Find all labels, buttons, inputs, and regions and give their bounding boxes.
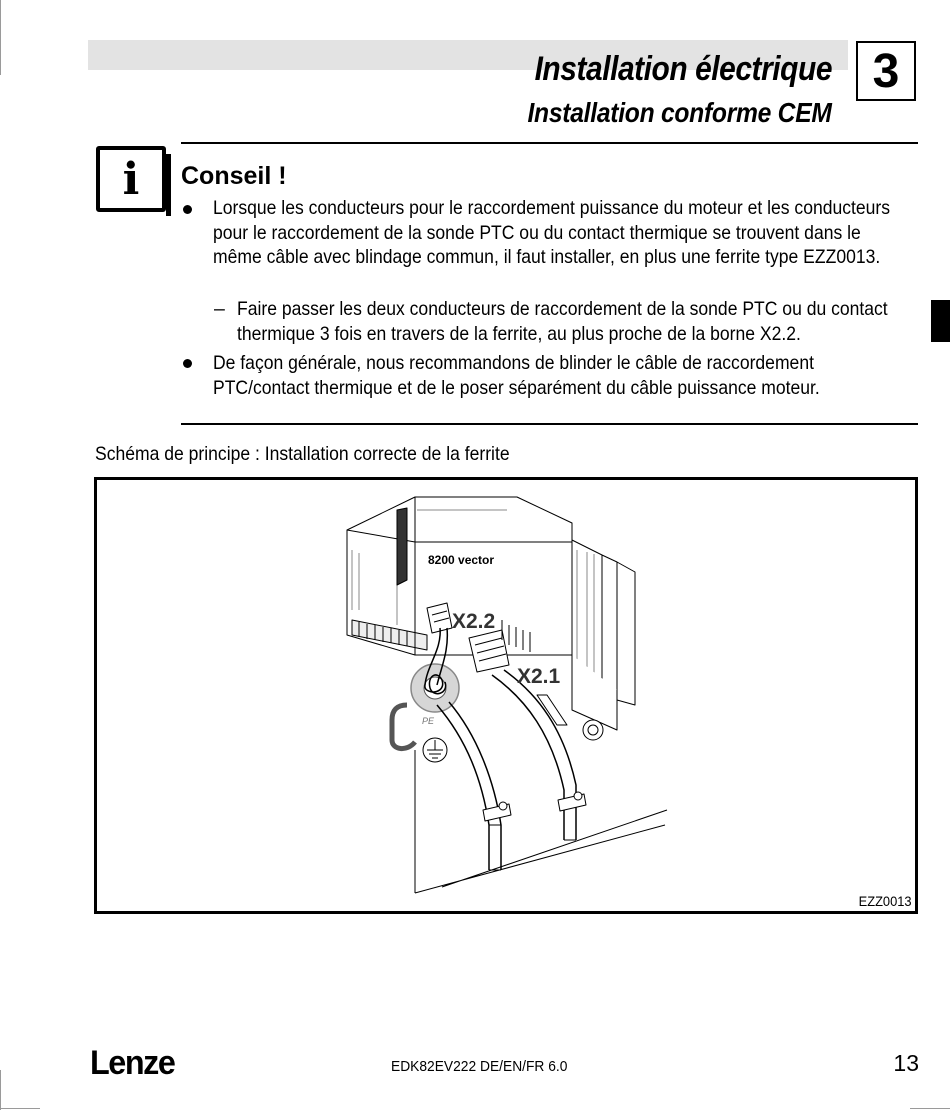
motor-cable: [437, 702, 501, 870]
terminal-label-x22: X2.2: [452, 610, 496, 633]
info-icon-glyph: i: [122, 154, 140, 205]
info-icon: [96, 146, 166, 212]
chapter-side-tab: [931, 300, 950, 342]
document-id: EDK82EV222 DE/EN/FR 6.0: [391, 1058, 568, 1075]
device-label: 8200 vector: [428, 553, 495, 567]
ferrite-installation-diagram: [97, 480, 915, 911]
pe-label: PE: [422, 716, 435, 726]
bullet-text: De façon générale, nous recommandons de blinder le câble de raccordement PTC/contact thermique et de le poser séparément du câble puissance moteur.: [213, 352, 820, 399]
figure-code: EZZ0013: [859, 893, 912, 909]
crop-mark: [0, 0, 1, 75]
chapter-number: 3: [856, 41, 916, 101]
tip-heading: Conseil !: [181, 162, 287, 190]
figure-caption: Schéma de principe : Installation correcte de la ferrite: [95, 443, 510, 465]
page-title: Installation électrique: [534, 50, 832, 88]
mounting-plate: [415, 750, 667, 893]
sub-bullet-marker: –: [214, 298, 225, 320]
terminal-label-x21: X2.1: [517, 665, 561, 688]
divider: [181, 142, 918, 144]
bullet-text: Lorsque les conducteurs pour le raccordement puissance du moteur et les conducteurs pour le raccordement de la sonde PTC ou du contact thermique se trouvent dans le même câble avec blindage commun, il faut installer, en plus une ferrite type EZZ0013.: [213, 197, 891, 268]
connector-x21: [469, 630, 509, 672]
sub-bullet-text: Faire passer les deux conducteurs de raccordement de la sonde PTC ou du contact thermique 3 fois en travers de la ferrite, au plus proche de la borne X2.2.: [237, 298, 888, 345]
mounting-hole: [583, 720, 603, 740]
bullet-marker: [183, 359, 192, 368]
page-number: 13: [893, 1050, 919, 1076]
bullet-marker: [183, 205, 192, 214]
lenze-logo: Lenze: [90, 1044, 175, 1082]
divider: [181, 423, 918, 425]
crop-mark: [910, 1108, 950, 1109]
info-icon-shadow: [166, 154, 171, 216]
page-subtitle: Installation conforme CEM: [527, 97, 832, 128]
pe-shield-clamp: [392, 705, 415, 749]
crop-mark: [0, 1070, 1, 1110]
figure-frame: [94, 477, 918, 914]
crop-mark: [0, 1108, 40, 1109]
